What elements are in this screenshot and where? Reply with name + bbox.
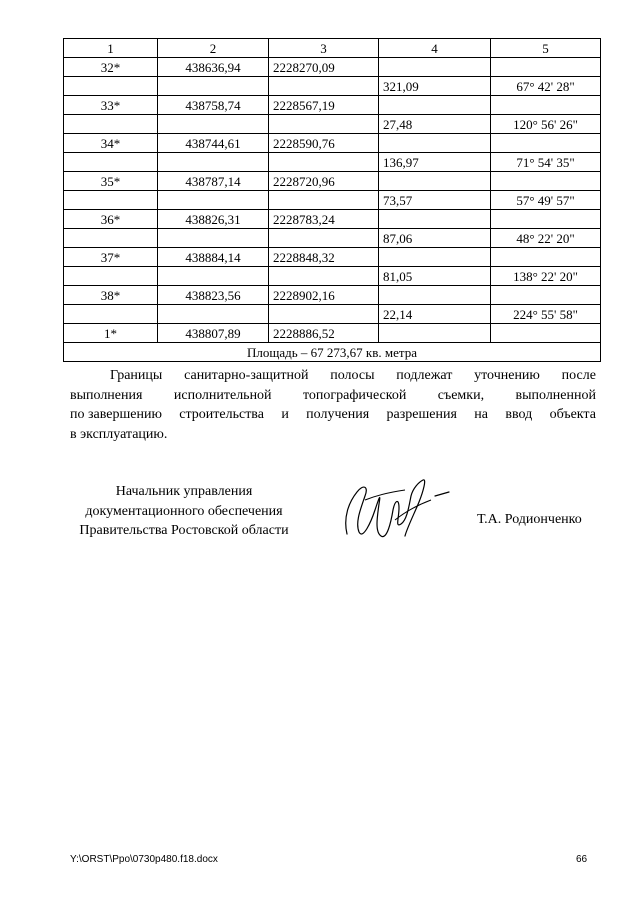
- area-total: Площадь – 67 273,67 кв. метра: [64, 343, 601, 362]
- table-cell: [158, 115, 269, 134]
- table-cell: 136,97: [379, 153, 491, 172]
- table-cell: [64, 153, 158, 172]
- table-cell: 2228902,16: [269, 286, 379, 305]
- table-row: [64, 324, 601, 343]
- table-cell: [269, 77, 379, 96]
- file-path: Y:\ORST\Ppo\0730p480.f18.docx: [70, 854, 218, 865]
- table-cell: 87,06: [379, 229, 491, 248]
- paragraph-word: строительства: [179, 407, 264, 422]
- table-cell: 321,09: [379, 77, 491, 96]
- table-cell: 36*: [64, 210, 158, 229]
- table-cell: 33*: [64, 96, 158, 115]
- table-row: [64, 286, 601, 305]
- table-cell: [491, 58, 601, 77]
- header-cell: 3: [269, 39, 379, 58]
- table-cell: [491, 172, 601, 191]
- table-cell: [491, 248, 601, 267]
- paragraph-word: санитарно-защитной: [184, 368, 309, 383]
- table-row: [64, 267, 601, 286]
- table-cell: [64, 77, 158, 96]
- header-cell: 5: [491, 39, 601, 58]
- paragraph-word: исполнительной: [173, 387, 272, 403]
- paragraph-word: в эксплуатацию.: [70, 426, 168, 442]
- table-row: [64, 58, 601, 77]
- table-cell: 67° 42' 28": [491, 77, 601, 96]
- paragraph-line: [70, 425, 596, 445]
- signatory-name: Т.А. Родионченко: [477, 512, 582, 527]
- table-cell: [379, 286, 491, 305]
- table-cell: 34*: [64, 134, 158, 153]
- table-cell: 2228590,76: [269, 134, 379, 153]
- table-cell: 438807,89: [158, 324, 269, 343]
- table-cell: [379, 324, 491, 343]
- paragraph-word: уточнению: [474, 368, 540, 383]
- table-row: [64, 248, 601, 267]
- paragraph-word: получения: [306, 407, 370, 422]
- table-cell: 2228270,09: [269, 58, 379, 77]
- signatory-title-line: Правительства Ростовской области: [79, 523, 289, 538]
- table-cell: 2228720,96: [269, 172, 379, 191]
- table-cell: 38*: [64, 286, 158, 305]
- table-cell: 138° 22' 20": [491, 267, 601, 286]
- table-cell: 81,05: [379, 267, 491, 286]
- paragraph-word: топографической: [302, 387, 407, 403]
- table-row: [64, 134, 601, 153]
- table-cell: [269, 191, 379, 210]
- header-cell: 2: [158, 39, 269, 58]
- table-cell: 438884,14: [158, 248, 269, 267]
- paragraph-word: съемки,: [437, 387, 485, 403]
- table-cell: 2228567,19: [269, 96, 379, 115]
- table-cell: [64, 305, 158, 324]
- table-cell: [158, 191, 269, 210]
- table-cell: 120° 56' 26": [491, 115, 601, 134]
- table-cell: [64, 191, 158, 210]
- table-cell: [379, 248, 491, 267]
- table-cell: [269, 267, 379, 286]
- boundaries-paragraph: [70, 366, 596, 444]
- paragraph-word: подлежат: [396, 368, 453, 383]
- table-cell: 48° 22' 20": [491, 229, 601, 248]
- table-cell: [491, 134, 601, 153]
- table-cell: 2228783,24: [269, 210, 379, 229]
- table-cell: 73,57: [379, 191, 491, 210]
- table-cell: 1*: [64, 324, 158, 343]
- paragraph-line: [70, 366, 596, 386]
- table-cell: [379, 96, 491, 115]
- table-row: [64, 115, 601, 134]
- table-cell: [269, 305, 379, 324]
- table-cell: 57° 49' 57": [491, 191, 601, 210]
- table-cell: [158, 305, 269, 324]
- table-cell: 2228848,32: [269, 248, 379, 267]
- table-cell: [491, 210, 601, 229]
- table-cell: 22,14: [379, 305, 491, 324]
- table-cell: [158, 267, 269, 286]
- table-cell: 438758,74: [158, 96, 269, 115]
- table-cell: 71° 54' 35": [491, 153, 601, 172]
- table-cell: [269, 153, 379, 172]
- paragraph-word: на: [474, 407, 488, 422]
- table-cell: [158, 77, 269, 96]
- table-cell: 438823,56: [158, 286, 269, 305]
- table-cell: 2228886,52: [269, 324, 379, 343]
- paragraph-word: Границы: [110, 368, 163, 383]
- table-cell: 37*: [64, 248, 158, 267]
- table-cell: 438636,94: [158, 58, 269, 77]
- header-cell: 4: [379, 39, 491, 58]
- table-cell: [379, 172, 491, 191]
- signatory-title-line: документационного обеспечения: [85, 503, 283, 519]
- signatory-title: [68, 482, 300, 541]
- table-row: [64, 191, 601, 210]
- paragraph-word: ввод: [505, 407, 533, 422]
- table-row: [64, 229, 601, 248]
- table-cell: [64, 267, 158, 286]
- paragraph-word: и: [281, 407, 289, 422]
- paragraph-word: по завершению: [70, 407, 162, 422]
- table-cell: [491, 286, 601, 305]
- area-row: [64, 343, 601, 362]
- table-cell: [64, 115, 158, 134]
- table-cell: [379, 134, 491, 153]
- paragraph-word: полосы: [330, 368, 375, 383]
- table-row: [64, 77, 601, 96]
- table-cell: [379, 58, 491, 77]
- paragraph-word: выполненной: [515, 387, 596, 403]
- table-cell: [269, 115, 379, 134]
- table-row: [64, 305, 601, 324]
- page-number: 66: [576, 854, 588, 865]
- table-row: [64, 153, 601, 172]
- table-cell: [491, 324, 601, 343]
- header-cell: 1: [64, 39, 158, 58]
- table-row: [64, 210, 601, 229]
- table-header-row: [64, 39, 601, 58]
- table-cell: 438744,61: [158, 134, 269, 153]
- paragraph-word: выполнения: [70, 387, 143, 403]
- paragraph-word: разрешения: [386, 407, 457, 422]
- table-cell: 438826,31: [158, 210, 269, 229]
- table-cell: [269, 229, 379, 248]
- table-cell: [64, 229, 158, 248]
- coordinates-table: [63, 38, 601, 362]
- table-row: [64, 172, 601, 191]
- handwritten-signature: [335, 462, 465, 562]
- table-cell: 32*: [64, 58, 158, 77]
- paragraph-line: [70, 386, 596, 406]
- table-cell: 438787,14: [158, 172, 269, 191]
- paragraph-line: [70, 405, 596, 425]
- table-cell: 27,48: [379, 115, 491, 134]
- table-cell: 35*: [64, 172, 158, 191]
- table-cell: [158, 153, 269, 172]
- table-row: [64, 96, 601, 115]
- paragraph-word: после: [561, 368, 596, 383]
- table-cell: 224° 55' 58": [491, 305, 601, 324]
- table-cell: [379, 210, 491, 229]
- table-cell: [491, 96, 601, 115]
- table-cell: [158, 229, 269, 248]
- signatory-title-line: Начальник управления: [115, 484, 253, 499]
- paragraph-word: объекта: [549, 407, 596, 422]
